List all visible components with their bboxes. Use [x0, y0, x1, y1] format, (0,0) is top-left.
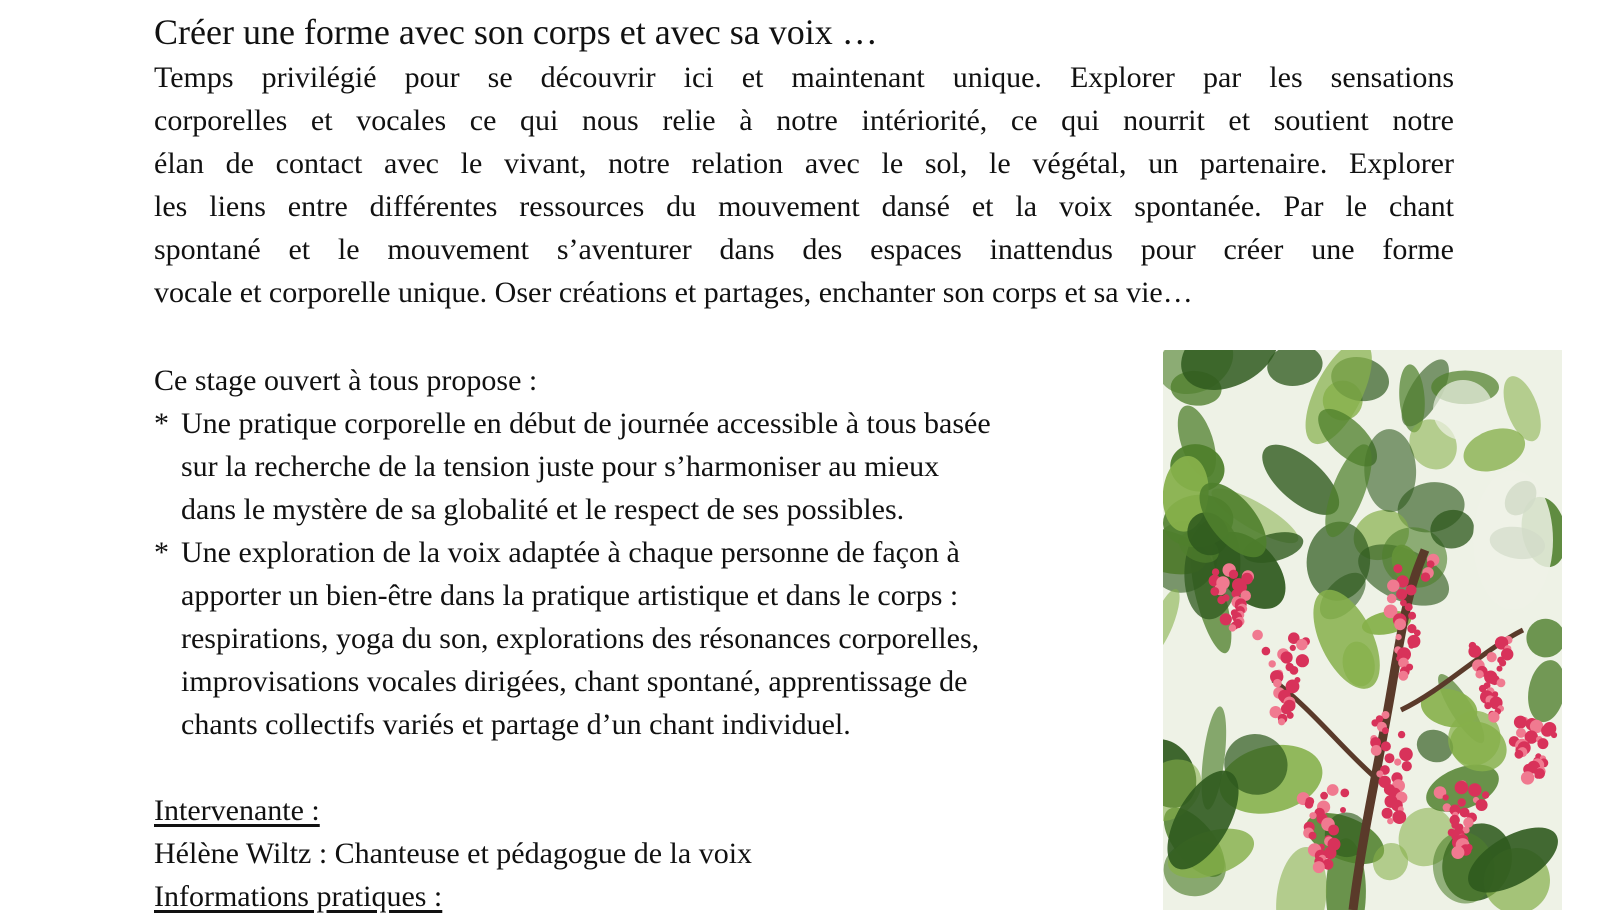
intro-line: les liens entre différentes ressources du mouvement dansé et la voix spontanée. Par le chant: [154, 190, 1454, 223]
blossom-flower: [1468, 783, 1481, 796]
asterisk-bullet-icon: *: [154, 407, 169, 440]
blossom-flower: [1521, 771, 1534, 784]
blossom-flower: [1482, 791, 1489, 798]
asterisk-bullet-icon: *: [154, 536, 169, 569]
blossom-flower: [1402, 761, 1412, 771]
blossom-flower: [1385, 753, 1395, 763]
blossom-flower: [1340, 807, 1346, 813]
list-item-line: sur la recherche de la tension juste pour s’harmoniser au mieux: [181, 450, 940, 483]
blank-line: [154, 746, 1134, 789]
blossom-flower: [1463, 817, 1473, 827]
flower-photo-illustration: [1163, 350, 1562, 910]
list-item: [154, 402, 1134, 531]
blossom-flower: [1392, 810, 1406, 824]
blossom-flower: [1382, 727, 1389, 734]
list-item-line: apporter un bien-être dans la pratique artistique et dans le corps :: [181, 579, 959, 612]
blossom-flower: [1220, 613, 1232, 625]
blossom-flower: [1398, 671, 1408, 681]
program-section: [154, 359, 1134, 918]
blossom-flower: [1458, 798, 1466, 806]
blossom-flower: [1497, 679, 1506, 688]
intro-line: Temps privilégié pour se découvrir ici et maintenant unique. Explorer par les sensations: [154, 61, 1454, 94]
list-item-line: Une pratique corporelle en début de journée accessible à tous basée: [181, 407, 991, 440]
intro-line: corporelles et vocales ce qui nous relie à notre intériorité, ce qui nourrit et soutient notre: [154, 104, 1454, 137]
blossom-flower: [1537, 738, 1548, 749]
blossom-flower: [1281, 651, 1293, 663]
blossom-flower: [1406, 585, 1417, 596]
program-list: [154, 402, 1134, 746]
blossom-flower: [1262, 647, 1271, 656]
blossom-flower: [1455, 781, 1469, 795]
blossom-flower: [1487, 652, 1497, 662]
blossom-flower: [1210, 587, 1219, 596]
blossom-flower: [1476, 799, 1488, 811]
blossom-flower: [1296, 654, 1309, 667]
blossom-flower: [1475, 670, 1483, 678]
blossom-flower: [1499, 659, 1506, 666]
speaker-line: Hélène Wiltz : Chanteuse et pédagogue de la voix: [154, 837, 753, 870]
blossom-flower: [1515, 750, 1524, 759]
blossom-flower: [1309, 832, 1317, 840]
blossom-flower: [1387, 580, 1399, 592]
blossom-flower: [1328, 825, 1339, 836]
blossom-flower: [1382, 808, 1393, 819]
blossom-flower: [1443, 794, 1449, 800]
sky-gap: [1473, 470, 1553, 610]
blossom-flower: [1217, 596, 1225, 604]
practical-info-heading: Informations pratiques :: [154, 880, 443, 913]
blossom-flower: [1387, 818, 1393, 824]
blossom-flower: [1305, 800, 1314, 809]
blossom-flower: [1396, 589, 1407, 600]
blossom-flower: [1229, 624, 1236, 631]
blossom-flower: [1278, 718, 1285, 725]
blossom-flower: [1393, 564, 1402, 573]
blossom-flower: [1229, 570, 1238, 579]
blossom-flower: [1290, 645, 1296, 651]
blossom-flower: [1309, 812, 1316, 819]
list-item-line: chants collectifs variés et partage d’un chant individuel.: [181, 708, 851, 741]
blossom-flower: [1327, 784, 1339, 796]
blossom-flower: [1514, 716, 1527, 729]
blossom-flower: [1488, 712, 1499, 723]
intro-line: élan de contact avec le vivant, notre relation avec le sol, le végétal, un partenaire. Explorer: [154, 147, 1454, 180]
blossom-flower: [1273, 679, 1282, 688]
blossom-flower: [1451, 846, 1464, 859]
blossom-flower: [1313, 861, 1325, 873]
blossom-flower: [1320, 792, 1328, 800]
blossom-flower: [1399, 748, 1413, 762]
intro-line: vocale et corporelle unique. Oser créations et partages, enchanter son corps et sa vie…: [154, 276, 1193, 309]
speaker-heading: Intervenante :: [154, 794, 320, 827]
blossom-flower: [1396, 634, 1402, 640]
blossom-flower: [1421, 572, 1430, 581]
sky-gap: [1433, 380, 1493, 440]
blossom-flower: [1394, 618, 1406, 630]
program-lead: Ce stage ouvert à tous propose :: [154, 364, 538, 397]
blossom-flower: [1371, 745, 1382, 756]
blossom-flower: [1296, 639, 1307, 650]
blossom-flower: [1468, 645, 1481, 658]
blossom-flower: [1398, 731, 1405, 738]
blossom-flower: [1484, 702, 1491, 709]
list-item-line: Une exploration de la voix adaptée à chaque personne de façon à: [181, 536, 960, 569]
blossom-flower: [1408, 612, 1416, 620]
blossom-flower: [1252, 630, 1263, 641]
blossom-flower: [1287, 712, 1294, 719]
list-item-line: respirations, yoga du son, explorations des résonances corporelles,: [181, 622, 980, 655]
intro-line: spontané et le mouvement s’aventurer dans des espaces inattendus pour créer une forme: [154, 233, 1454, 266]
blossom-flower: [1387, 594, 1397, 604]
page-title: Créer une forme avec son corps et avec sa voix …: [154, 12, 878, 52]
blossom-flower: [1381, 741, 1391, 751]
blossom-flower: [1212, 568, 1219, 575]
blossom-flower: [1405, 603, 1413, 611]
blossom-flower: [1394, 759, 1401, 766]
blossom-flower: [1427, 560, 1435, 568]
blossom-flower: [1497, 666, 1503, 672]
blossom-flower: [1551, 732, 1557, 738]
list-item: [154, 531, 1134, 746]
intro-paragraph: [154, 56, 1454, 314]
blossom-flower: [1340, 789, 1349, 798]
list-item-line: improvisations vocales dirigées, chant spontané, apprentissage de: [181, 665, 968, 698]
list-item-line: dans le mystère de sa globalité et le respect de ses possibles.: [181, 493, 905, 526]
flower-photo: [1163, 350, 1562, 910]
blossom-flower: [1409, 643, 1415, 649]
blossom-flower: [1269, 660, 1276, 667]
blossom-flower: [1516, 728, 1526, 738]
blossom-flower: [1290, 666, 1299, 675]
blossom-flower: [1535, 773, 1541, 779]
